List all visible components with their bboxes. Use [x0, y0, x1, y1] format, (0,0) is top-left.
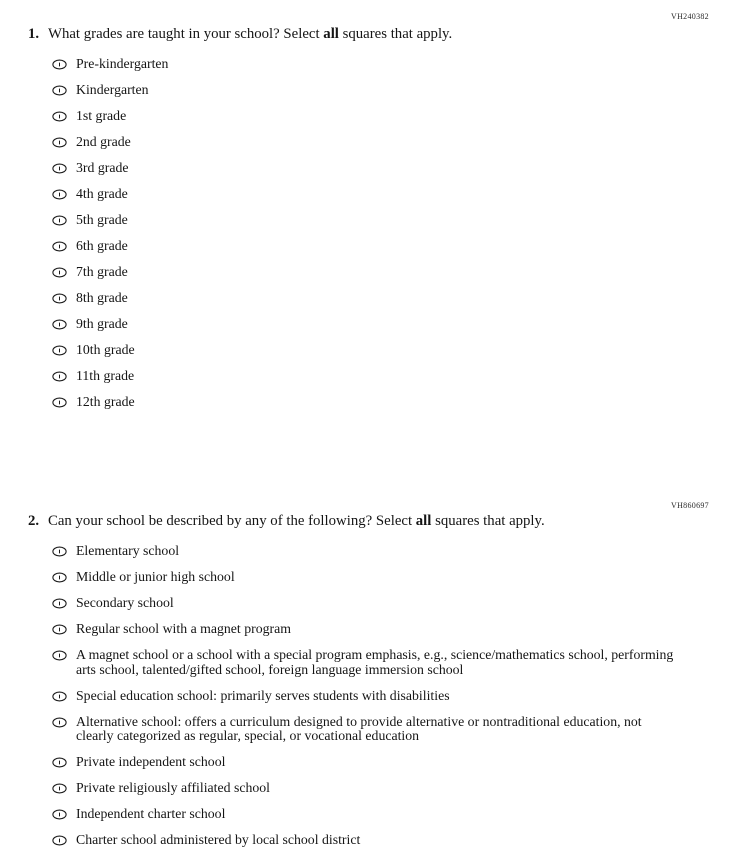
option-label: 4th grade: [76, 186, 128, 201]
answer-oval-icon[interactable]: [52, 546, 67, 557]
option-row: [52, 343, 707, 358]
option-label: 8th grade: [76, 290, 128, 305]
answer-oval-icon[interactable]: [52, 397, 67, 408]
option-label: 3rd grade: [76, 160, 129, 175]
option-label: 2nd grade: [76, 134, 131, 149]
option-row: [52, 648, 707, 677]
option-row: [52, 807, 707, 822]
option-label: 12th grade: [76, 394, 135, 409]
answer-oval-icon[interactable]: [52, 59, 67, 70]
option-row: [52, 109, 707, 124]
option-label: Elementary school: [76, 543, 180, 558]
option-label: Alternative school: offers a curriculum designed to provide alternative or nontraditional education, not clearly categorized as regular, special, or vocational education: [76, 713, 642, 743]
option-row: [52, 369, 707, 384]
answer-oval-icon[interactable]: [52, 572, 67, 583]
option-row: [52, 395, 707, 410]
form-code-q2: VH860697: [671, 501, 709, 510]
form-code-q1: VH240382: [671, 12, 709, 21]
question-2: [28, 513, 707, 848]
answer-oval-icon[interactable]: [52, 717, 67, 728]
option-label: 7th grade: [76, 264, 128, 279]
option-label: Middle or junior high school: [76, 569, 235, 584]
option-label: 1st grade: [76, 108, 127, 123]
option-row: [52, 596, 707, 611]
answer-oval-icon[interactable]: [52, 835, 67, 846]
answer-oval-icon[interactable]: [52, 85, 67, 96]
option-row: [52, 317, 707, 332]
answer-oval-icon[interactable]: [52, 624, 67, 635]
option-row: [52, 833, 707, 848]
option-label: Private religiously affiliated school: [76, 780, 271, 795]
answer-oval-icon[interactable]: [52, 319, 67, 330]
question-1-options: [52, 57, 707, 410]
option-label: Independent charter school: [76, 806, 226, 821]
question-2-bold-word: all: [415, 513, 432, 529]
option-row: [52, 544, 707, 559]
option-row: [52, 291, 707, 306]
question-1-text-before: What grades are taught in your school? Select: [48, 26, 324, 42]
option-row: [52, 755, 707, 770]
option-label: A magnet school or a school with a special program emphasis, e.g., science/mathematics school, performing arts school, talented/gifted school, foreign language immersion school: [76, 647, 674, 677]
option-label: Pre-kindergarten: [76, 56, 169, 71]
option-label: 10th grade: [76, 342, 135, 357]
option-row: [52, 781, 707, 796]
option-label: Regular school with a magnet program: [76, 621, 291, 636]
answer-oval-icon[interactable]: [52, 757, 67, 768]
answer-oval-icon[interactable]: [52, 371, 67, 382]
option-label: 6th grade: [76, 238, 128, 253]
question-1-bold-word: all: [323, 26, 339, 42]
question-2-text-after: squares that apply.: [431, 513, 545, 529]
option-row: [52, 715, 707, 744]
answer-oval-icon[interactable]: [52, 137, 67, 148]
answer-oval-icon[interactable]: [52, 163, 67, 174]
option-label: Secondary school: [76, 595, 174, 610]
answer-oval-icon[interactable]: [52, 267, 67, 278]
answer-oval-icon[interactable]: [52, 691, 67, 702]
answer-oval-icon[interactable]: [52, 293, 67, 304]
option-label: Charter school administered by local school district: [76, 832, 361, 847]
option-row: [52, 689, 707, 704]
option-row: [52, 135, 707, 150]
question-1-number: 1.: [28, 26, 40, 42]
option-label: 11th grade: [76, 368, 135, 383]
question-2-text-before: Can your school be described by any of the following? Select: [48, 513, 416, 529]
answer-oval-icon[interactable]: [52, 650, 67, 661]
question-1-text: [48, 26, 452, 43]
option-label: Private independent school: [76, 754, 226, 769]
option-label: Kindergarten: [76, 82, 149, 97]
answer-oval-icon[interactable]: [52, 189, 67, 200]
option-row: [52, 265, 707, 280]
option-label: Special education school: primarily serves students with disabilities: [76, 687, 450, 703]
answer-oval-icon[interactable]: [52, 598, 67, 609]
option-row: [52, 239, 707, 254]
option-label: 5th grade: [76, 212, 128, 227]
question-1-head: [28, 26, 707, 43]
option-row: [52, 57, 707, 72]
answer-oval-icon[interactable]: [52, 809, 67, 820]
answer-oval-icon[interactable]: [52, 241, 67, 252]
answer-oval-icon[interactable]: [52, 111, 67, 122]
option-row: [52, 213, 707, 228]
question-1-text-after: squares that apply.: [338, 26, 453, 42]
option-row: [52, 570, 707, 585]
option-row: [52, 622, 707, 637]
option-row: [52, 161, 707, 176]
question-2-text: [48, 513, 545, 530]
question-2-number: 2.: [28, 513, 40, 529]
option-row: [52, 83, 707, 98]
answer-oval-icon[interactable]: [52, 783, 67, 794]
option-label: 9th grade: [76, 316, 128, 331]
option-row: [52, 187, 707, 202]
question-2-head: [28, 513, 707, 530]
question-1: [28, 26, 707, 410]
question-2-options: [52, 544, 707, 848]
answer-oval-icon[interactable]: [52, 215, 67, 226]
answer-oval-icon[interactable]: [52, 345, 67, 356]
